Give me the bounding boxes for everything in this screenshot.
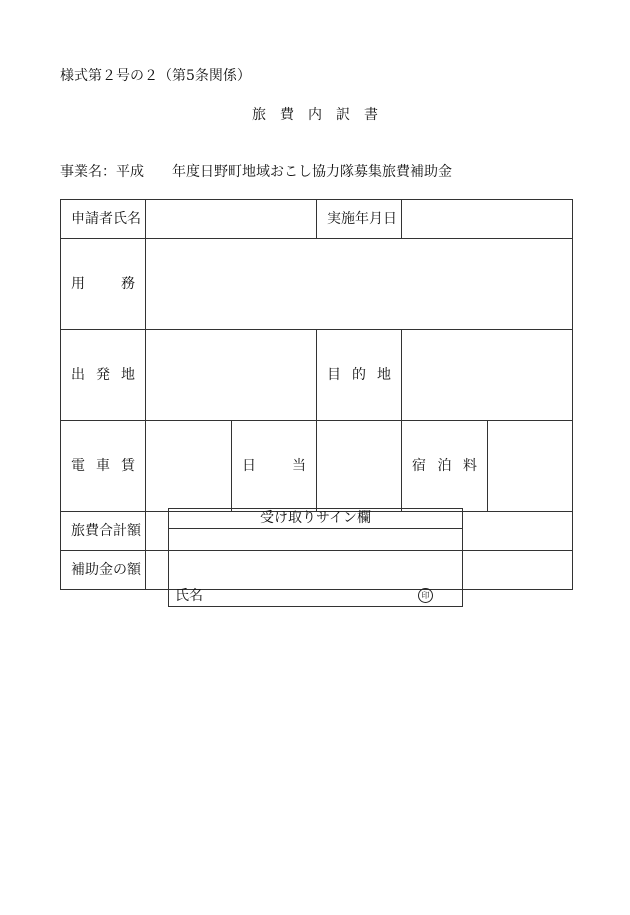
subsidy-amount-label: 補助金の額	[61, 551, 146, 590]
daily-allowance-label	[232, 421, 317, 512]
applicant-name-field[interactable]	[146, 200, 317, 239]
seal-icon: 印	[418, 588, 433, 603]
daily-allowance-char: 当	[292, 458, 306, 474]
applicant-name-label: 申請者氏名	[61, 200, 146, 239]
train-fare-char: 車	[96, 458, 110, 474]
lodging-char: 泊	[437, 458, 452, 474]
table-row	[61, 330, 573, 421]
train-fare-char: 賃	[121, 458, 135, 474]
destination-label	[317, 330, 402, 421]
destination-char: 地	[377, 367, 391, 383]
business-label	[61, 239, 146, 330]
train-fare-char: 電	[71, 458, 85, 474]
business-char: 務	[121, 276, 135, 292]
business-field[interactable]	[146, 239, 573, 330]
lodging-field[interactable]	[488, 421, 573, 512]
signature-box[interactable]	[168, 508, 463, 607]
lodging-label	[402, 421, 488, 512]
departure-char: 地	[121, 367, 135, 383]
departure-char: 発	[96, 367, 110, 383]
travel-total-label: 旅費合計額	[61, 512, 146, 551]
signature-box-title: 受け取りサイン欄	[169, 509, 462, 529]
table-row	[61, 239, 573, 330]
departure-label	[61, 330, 146, 421]
lodging-char: 料	[463, 458, 477, 474]
business-char: 用	[71, 276, 85, 292]
project-name-line: 事業名：平成 年度日野町地域おこし協力隊募集旅費補助金	[60, 164, 452, 180]
page-title: 旅 費 内 訳 書	[252, 107, 378, 123]
implementation-date-label: 実施年月日	[317, 200, 402, 239]
train-fare-label	[61, 421, 146, 512]
form-code: 様式第２号の２（第5条関係）	[60, 68, 251, 84]
implementation-date-field[interactable]	[402, 200, 573, 239]
table-row	[61, 421, 573, 512]
departure-char: 出	[71, 367, 85, 383]
destination-field[interactable]	[402, 330, 573, 421]
destination-char: 的	[352, 367, 366, 383]
departure-field[interactable]	[146, 330, 317, 421]
table-row	[61, 200, 573, 239]
daily-allowance-field[interactable]	[317, 421, 402, 512]
train-fare-field[interactable]	[146, 421, 232, 512]
lodging-char: 宿	[412, 458, 426, 474]
daily-allowance-char: 日	[242, 458, 256, 474]
signature-name-label: 氏名	[175, 588, 203, 604]
destination-char: 目	[327, 367, 341, 383]
